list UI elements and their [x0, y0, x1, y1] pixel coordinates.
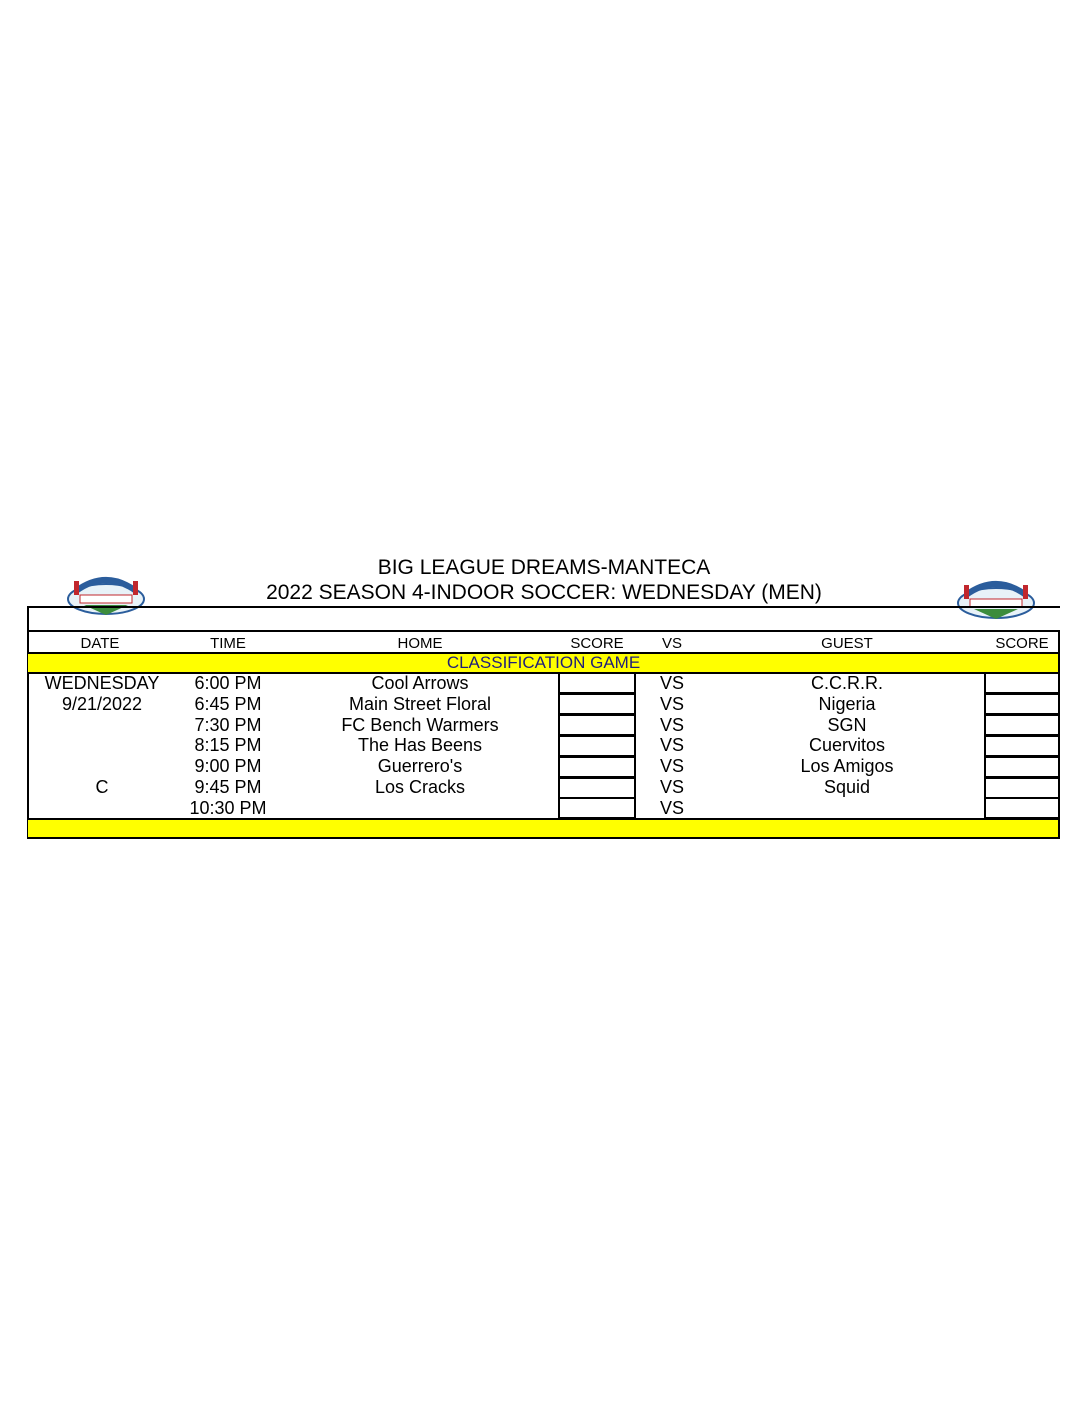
- classification-banner: CLASSIFICATION GAME: [446, 653, 641, 672]
- date-value: 9/21/2022: [61, 694, 143, 714]
- vs-label: VS: [659, 715, 684, 735]
- home-score-box[interactable]: [558, 672, 636, 694]
- page-subtitle: 2022 SEASON 4-INDOOR SOCCER: WEDNESDAY (MEN): [266, 581, 822, 604]
- footer-top-border: [27, 818, 1060, 820]
- home-team: Guerrero's: [377, 756, 463, 776]
- home-team: Main Street Floral: [348, 694, 492, 714]
- game-time: 9:00 PM: [194, 756, 262, 776]
- column-header-guest-score: SCORE: [995, 635, 1049, 652]
- sheet-left-border: [27, 606, 29, 839]
- guest-team: Los Amigos: [800, 756, 894, 776]
- game-time: 6:45 PM: [194, 694, 262, 714]
- guest-score-box[interactable]: [984, 693, 1060, 715]
- home-score-box[interactable]: [558, 777, 636, 799]
- home-score-box[interactable]: [558, 693, 636, 715]
- home-team: The Has Beens: [357, 735, 483, 755]
- guest-score-box[interactable]: [984, 756, 1060, 778]
- home-score-box[interactable]: [558, 756, 636, 778]
- division-label: C: [95, 777, 109, 797]
- schedule-sheet: [27, 606, 1060, 839]
- game-time: 6:00 PM: [194, 673, 262, 693]
- vs-label: VS: [659, 777, 684, 797]
- game-time: 8:15 PM: [194, 735, 262, 755]
- column-header-home: HOME: [397, 635, 443, 652]
- guest-team: C.C.R.R.: [811, 673, 883, 693]
- vs-label: VS: [659, 735, 684, 755]
- page-title: BIG LEAGUE DREAMS-MANTECA: [377, 556, 711, 579]
- guest-team: SGN: [827, 715, 867, 735]
- guest-score-box[interactable]: [984, 714, 1060, 736]
- home-team: Los Cracks: [374, 777, 466, 797]
- home-score-box[interactable]: [558, 714, 636, 736]
- footer-yellow-band: [28, 819, 1058, 837]
- guest-team: Squid: [823, 777, 871, 797]
- guest-team: Nigeria: [818, 694, 876, 714]
- vs-label: VS: [659, 673, 684, 693]
- column-header-vs: VS: [661, 635, 682, 652]
- column-header-home-score: SCORE: [570, 635, 624, 652]
- home-score-box[interactable]: [558, 797, 636, 819]
- guest-score-box[interactable]: [984, 797, 1060, 819]
- guest-score-box[interactable]: [984, 777, 1060, 799]
- home-team: FC Bench Warmers: [341, 715, 499, 735]
- home-score-box[interactable]: [558, 735, 636, 757]
- game-time: 9:45 PM: [194, 777, 262, 797]
- guest-score-box[interactable]: [984, 672, 1060, 694]
- header-top-border: [27, 630, 1060, 632]
- vs-label: VS: [659, 756, 684, 776]
- guest-team: Cuervitos: [808, 735, 886, 755]
- guest-score-box[interactable]: [984, 735, 1060, 757]
- game-time: 10:30 PM: [189, 798, 267, 818]
- home-team: Cool Arrows: [371, 673, 469, 693]
- sheet-bottom-border: [27, 837, 1060, 839]
- game-time: 7:30 PM: [194, 715, 262, 735]
- vs-label: VS: [659, 798, 684, 818]
- column-header-guest: GUEST: [821, 635, 873, 652]
- sheet-top-border: [27, 606, 1060, 608]
- date-weekday: WEDNESDAY: [44, 673, 160, 693]
- column-header-time: TIME: [210, 635, 246, 652]
- column-header-date: DATE: [80, 635, 120, 652]
- vs-label: VS: [659, 694, 684, 714]
